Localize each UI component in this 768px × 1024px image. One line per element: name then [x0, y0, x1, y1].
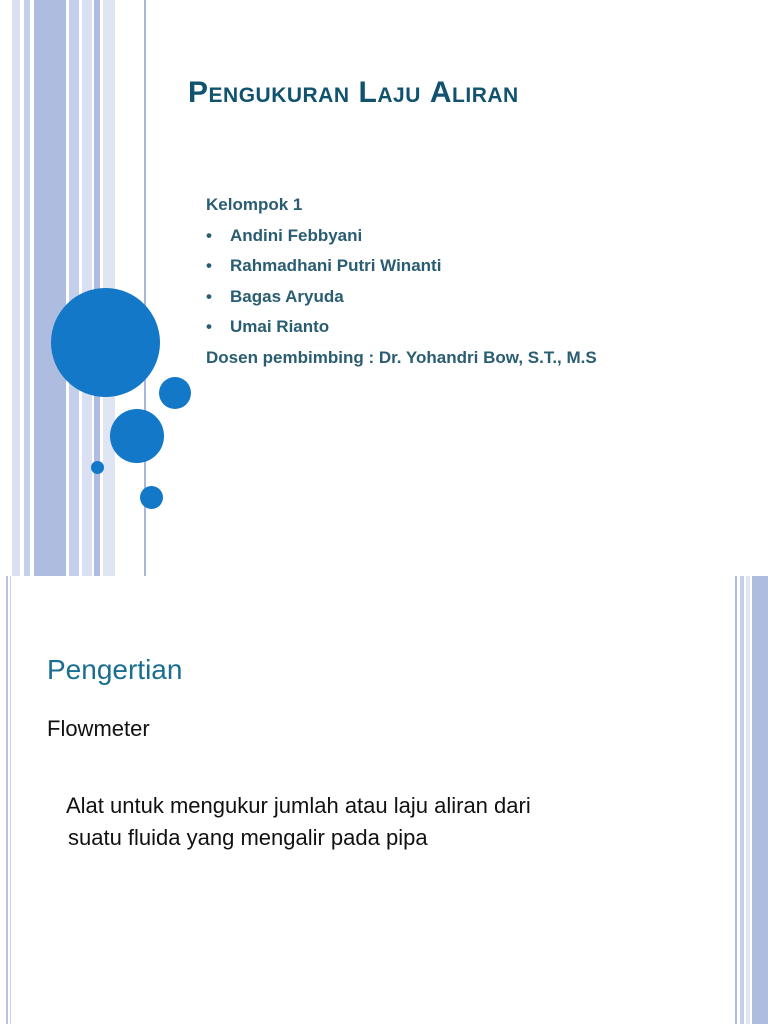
decor-circle-large [51, 288, 160, 397]
slide-title: Pengertian [47, 654, 183, 685]
decor-circle-medium [110, 409, 164, 463]
slide-2 [0, 576, 768, 1024]
term: Flowmeter [47, 716, 150, 741]
group-info [206, 193, 746, 376]
advisor-line: Dosen pembimbing : Dr. Yohandri Bow, S.T., M.S [206, 347, 597, 367]
definition [66, 790, 686, 854]
bullet-icon: • [206, 256, 212, 275]
definition-line: Alat untuk mengukur jumlah atau laju aliran dari [66, 793, 531, 818]
decor-stripe [746, 576, 750, 1024]
decor-stripe [82, 0, 92, 576]
member-item: • Rahmadhani Putri Winanti [206, 254, 746, 285]
decor-stripe [735, 576, 737, 1024]
decor-stripe [12, 0, 20, 576]
member-item: • Umai Rianto [206, 315, 746, 346]
slide-title: Pengukuran Laju Aliran [188, 76, 519, 109]
bullet-icon: • [206, 317, 212, 336]
member-item: • Andini Febbyani [206, 224, 746, 255]
decor-stripe [69, 0, 79, 576]
bullet-icon: • [206, 225, 212, 245]
decor-circle-tiny [91, 461, 104, 474]
decor-stripe [740, 576, 744, 1024]
decor-stripe [10, 576, 11, 1024]
bullet-icon: • [206, 286, 212, 306]
decor-stripe [6, 576, 8, 1024]
definition-line: suatu fluida yang mengalir pada pipa [68, 825, 428, 850]
decor-stripe [24, 0, 30, 576]
decor-circle-small [159, 377, 191, 409]
decor-stripe [34, 0, 66, 576]
decor-circle-small [140, 486, 163, 509]
member-item: • Bagas Aryuda [206, 285, 746, 316]
decor-stripe [752, 576, 768, 1024]
group-label: Kelompok 1 [206, 195, 303, 214]
